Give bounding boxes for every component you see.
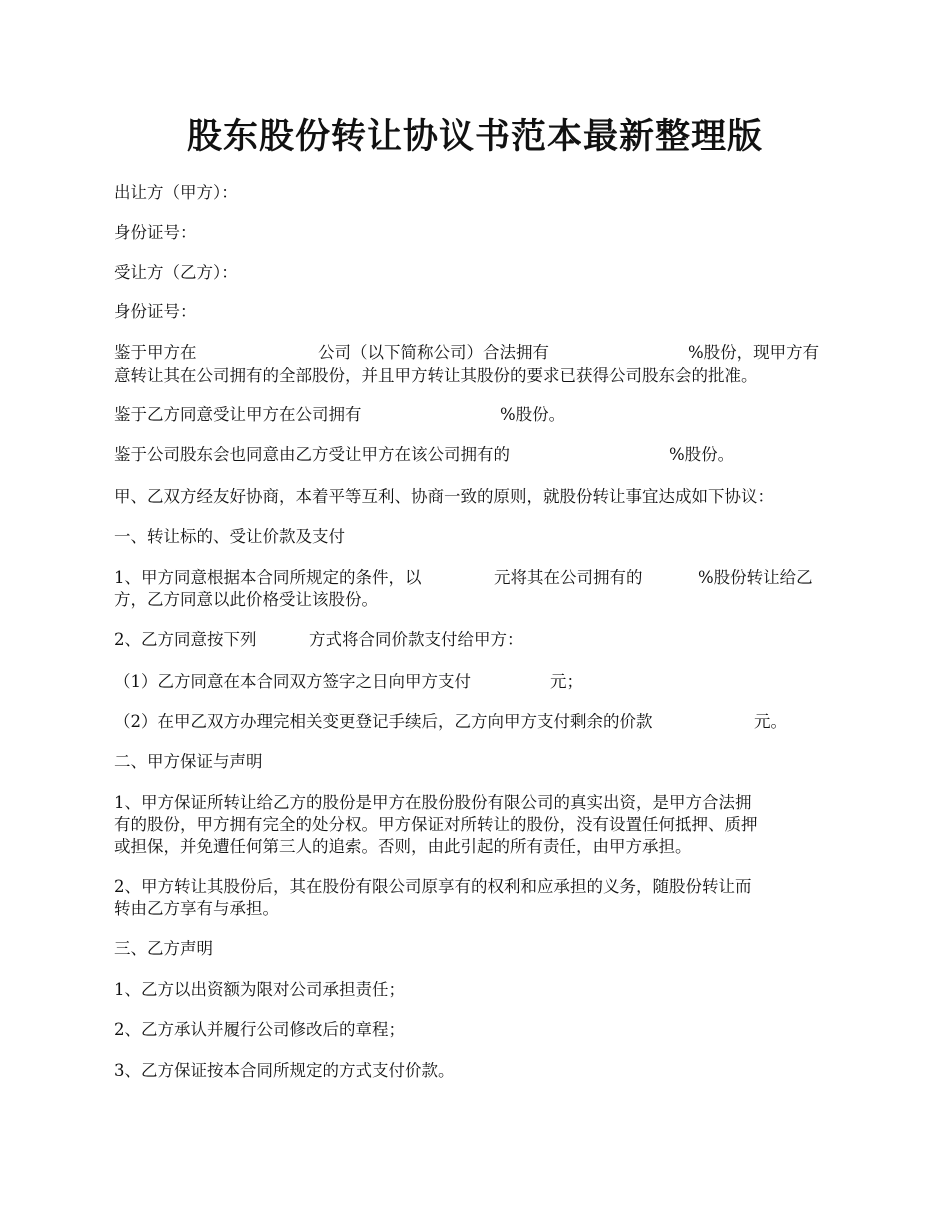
- text-line-with-blanks: [114, 711, 844, 732]
- document-title: 股东股份转让协议书范本最新整理版: [186, 116, 763, 157]
- section-heading: 三、乙方声明: [114, 939, 213, 958]
- text-line: 意转让其在公司拥有的全部股份，并且甲方转让其股份的要求已获得公司股东会的批准。: [114, 366, 758, 385]
- text-segment: 鉴于公司股东会也同意由乙方受让甲方在该公司拥有的: [114, 445, 510, 464]
- text-segment: 公司（以下简称公司）合法拥有: [318, 343, 549, 362]
- text-segment: %股份转让给乙: [698, 568, 813, 587]
- text-line: 甲、乙双方经友好协商，本着平等互利、协商一致的原则，就股份转让事宜达成如下协议：: [114, 487, 774, 506]
- text-line: 有的股份，甲方拥有完全的处分权。甲方保证对所转让的股份，没有设置任何抵押、质押: [114, 815, 758, 834]
- text-line: 方，乙方同意以此价格受让该股份。: [114, 590, 378, 609]
- text-segment: 方式将合同价款支付给甲方：: [309, 630, 524, 649]
- text-segment: %股份。: [500, 405, 566, 424]
- text-line-with-blanks: [114, 404, 844, 425]
- text-line: 转由乙方享有与承担。: [114, 899, 279, 918]
- section-heading: 一、转让标的、受让价款及支付: [114, 527, 345, 546]
- text-segment: 2、乙方同意按下列: [114, 630, 257, 649]
- text-line-with-blanks: [114, 671, 844, 692]
- section-heading: 二、甲方保证与声明: [114, 752, 263, 771]
- text-segment: 元将其在公司拥有的: [494, 568, 643, 587]
- text-line-with-blanks: [114, 342, 844, 363]
- text-line: 2、乙方承认并履行公司修改后的章程；: [114, 1020, 405, 1039]
- text-segment: 鉴于乙方同意受让甲方在公司拥有: [114, 405, 362, 424]
- text-line: 或担保，并免遭任何第三人的追索。否则，由此引起的所有责任，由甲方承担。: [114, 837, 692, 856]
- text-line: 1、乙方以出资额为限对公司承担责任；: [114, 980, 405, 999]
- text-segment: （1）乙方同意在本合同双方签字之日向甲方支付: [114, 672, 471, 691]
- text-segment: %股份，现甲方有: [688, 343, 820, 362]
- text-segment: 1、甲方同意根据本合同所规定的条件，以: [114, 568, 422, 587]
- text-line: 1、甲方保证所转让给乙方的股份是甲方在股份股份有限公司的真实出资，是甲方合法拥: [114, 793, 752, 812]
- text-line-with-blanks: [114, 567, 844, 588]
- text-line: 出让方（甲方）：: [114, 183, 238, 202]
- text-line: 3、乙方保证按本合同所规定的方式支付价款。: [114, 1061, 455, 1080]
- text-line: 身份证号：: [114, 302, 197, 321]
- text-segment: %股份。: [669, 445, 735, 464]
- text-line: 身份证号：: [114, 223, 197, 242]
- text-line: 受让方（乙方）：: [114, 263, 238, 282]
- text-line-with-blanks: [114, 629, 844, 650]
- text-segment: （2）在甲乙双方办理完相关变更登记手续后，乙方向甲方支付剩余的价款: [114, 712, 653, 731]
- text-line: 2、甲方转让其股份后，其在股份有限公司原享有的权利和应承担的义务，随股份转让而: [114, 877, 752, 896]
- text-segment: 元。: [754, 712, 787, 731]
- text-segment: 鉴于甲方在: [114, 343, 197, 362]
- text-line-with-blanks: [114, 444, 844, 465]
- text-segment: 元；: [550, 672, 583, 691]
